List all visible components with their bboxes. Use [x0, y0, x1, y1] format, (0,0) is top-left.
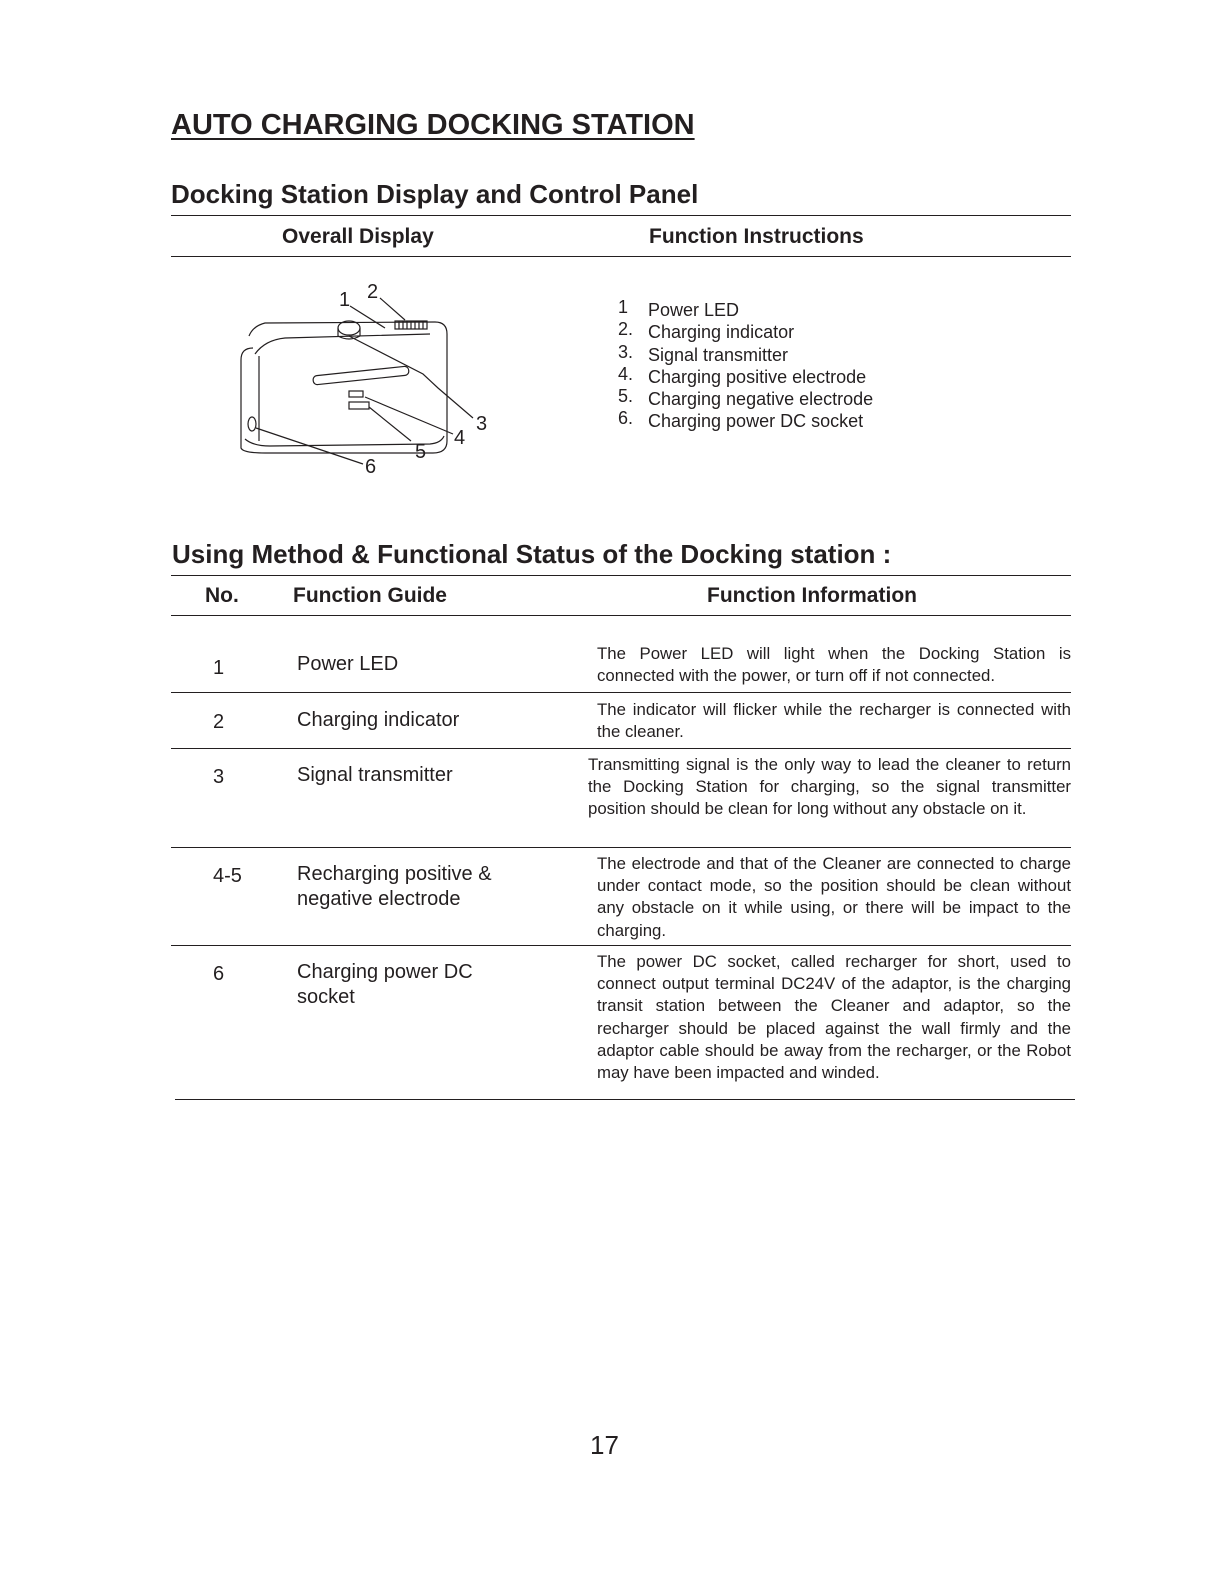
dc-socket-shape — [248, 417, 256, 431]
row-info-text: Transmitting signal is the only way to lead the cleaner to return the Docking Station for charging, so the signal transmitter position should be clean for long without any obstacle on it. — [588, 755, 1071, 819]
list-item-label: Power LED — [648, 300, 740, 320]
row-guide: Power LED — [297, 653, 399, 675]
divider — [171, 945, 1071, 946]
leader-line-2 — [380, 298, 405, 320]
callout-3: 3 — [476, 413, 488, 435]
row-number: 1 — [213, 657, 225, 679]
row-number: 6 — [213, 963, 225, 985]
divider — [175, 1099, 1075, 1100]
list-item-number: 2. — [618, 319, 634, 340]
row-info: The electrode and that of the Cleaner are connected to charge under contact mode, so the position should be clean without any obstacle on it while using, or there will be impact to the charging. — [597, 854, 1071, 940]
divider — [171, 575, 1071, 576]
negative-electrode-shape — [349, 402, 369, 409]
divider — [171, 748, 1071, 749]
row-number: 2 — [213, 711, 225, 733]
row-guide: Charging power DC socket — [297, 961, 473, 1008]
callout-4: 4 — [454, 427, 466, 449]
list-item-label: Charging negative electrode — [648, 389, 874, 410]
list-item-label: Charging positive electrode — [648, 366, 867, 387]
callout-5: 5 — [415, 441, 427, 463]
page-title: AUTO CHARGING DOCKING STATION — [171, 109, 695, 141]
signal-transmitter-slot — [313, 366, 409, 385]
row-info: The Power LED will light when the Docking Station is connected with the power, or turn off if not connected. — [597, 644, 1071, 686]
leader-line-1 — [350, 306, 385, 328]
list-item-number: 1 — [618, 297, 629, 317]
row-guide: Charging indicator — [297, 709, 460, 731]
dock-top-edge — [255, 334, 430, 354]
callout-6: 6 — [365, 456, 377, 478]
row-info: The power DC socket, called recharger for short, used to connect output terminal DC24V of the adaptor, is the charging transit station between the Cleaner and adaptor, so the recharger should be placed against the wall firmly and the adaptor cable should be away from the recharger, or the Robot may have been impacted and winded. — [597, 952, 1071, 1083]
row-guide: Signal transmitter — [297, 764, 453, 786]
divider — [171, 847, 1071, 848]
row-guide: Recharging positive & negative electrode — [297, 863, 492, 910]
overall-display-header: Overall Display — [282, 225, 434, 248]
row-info: The indicator will flicker while the recharger is connected with the cleaner. — [597, 700, 1071, 742]
list-item-number: 6. — [618, 408, 634, 429]
row-number: 4-5 — [213, 865, 242, 887]
divider — [171, 215, 1071, 216]
column-header-info: Function Information — [707, 584, 917, 607]
docking-station-diagram — [225, 276, 500, 486]
function-instructions-header: Function Instructions — [649, 225, 864, 248]
panel-section-heading: Docking Station Display and Control Panel — [171, 179, 699, 209]
callout-2: 2 — [367, 281, 379, 303]
leader-line-3 — [349, 336, 473, 418]
list-item-label: Signal transmitter — [648, 344, 789, 365]
divider — [171, 256, 1071, 257]
usage-section-heading: Using Method & Functional Status of the Docking station : — [172, 539, 892, 569]
list-item-number: 5. — [618, 386, 634, 407]
row-info — [588, 754, 1071, 821]
page-number: 17 — [590, 1430, 619, 1460]
callout-1: 1 — [339, 289, 351, 311]
list-item-label: Charging power DC socket — [648, 411, 864, 432]
column-header-guide: Function Guide — [293, 584, 447, 607]
leader-line-4 — [365, 397, 453, 434]
positive-electrode-shape — [349, 391, 363, 397]
row-number: 3 — [213, 766, 225, 788]
leader-line-5 — [369, 407, 411, 441]
list-item-label: Charging indicator — [648, 322, 795, 343]
divider — [171, 692, 1071, 693]
divider — [171, 615, 1071, 616]
list-item-number: 4. — [618, 363, 634, 384]
column-header-no: No. — [205, 584, 239, 607]
list-item-number: 3. — [618, 341, 634, 362]
